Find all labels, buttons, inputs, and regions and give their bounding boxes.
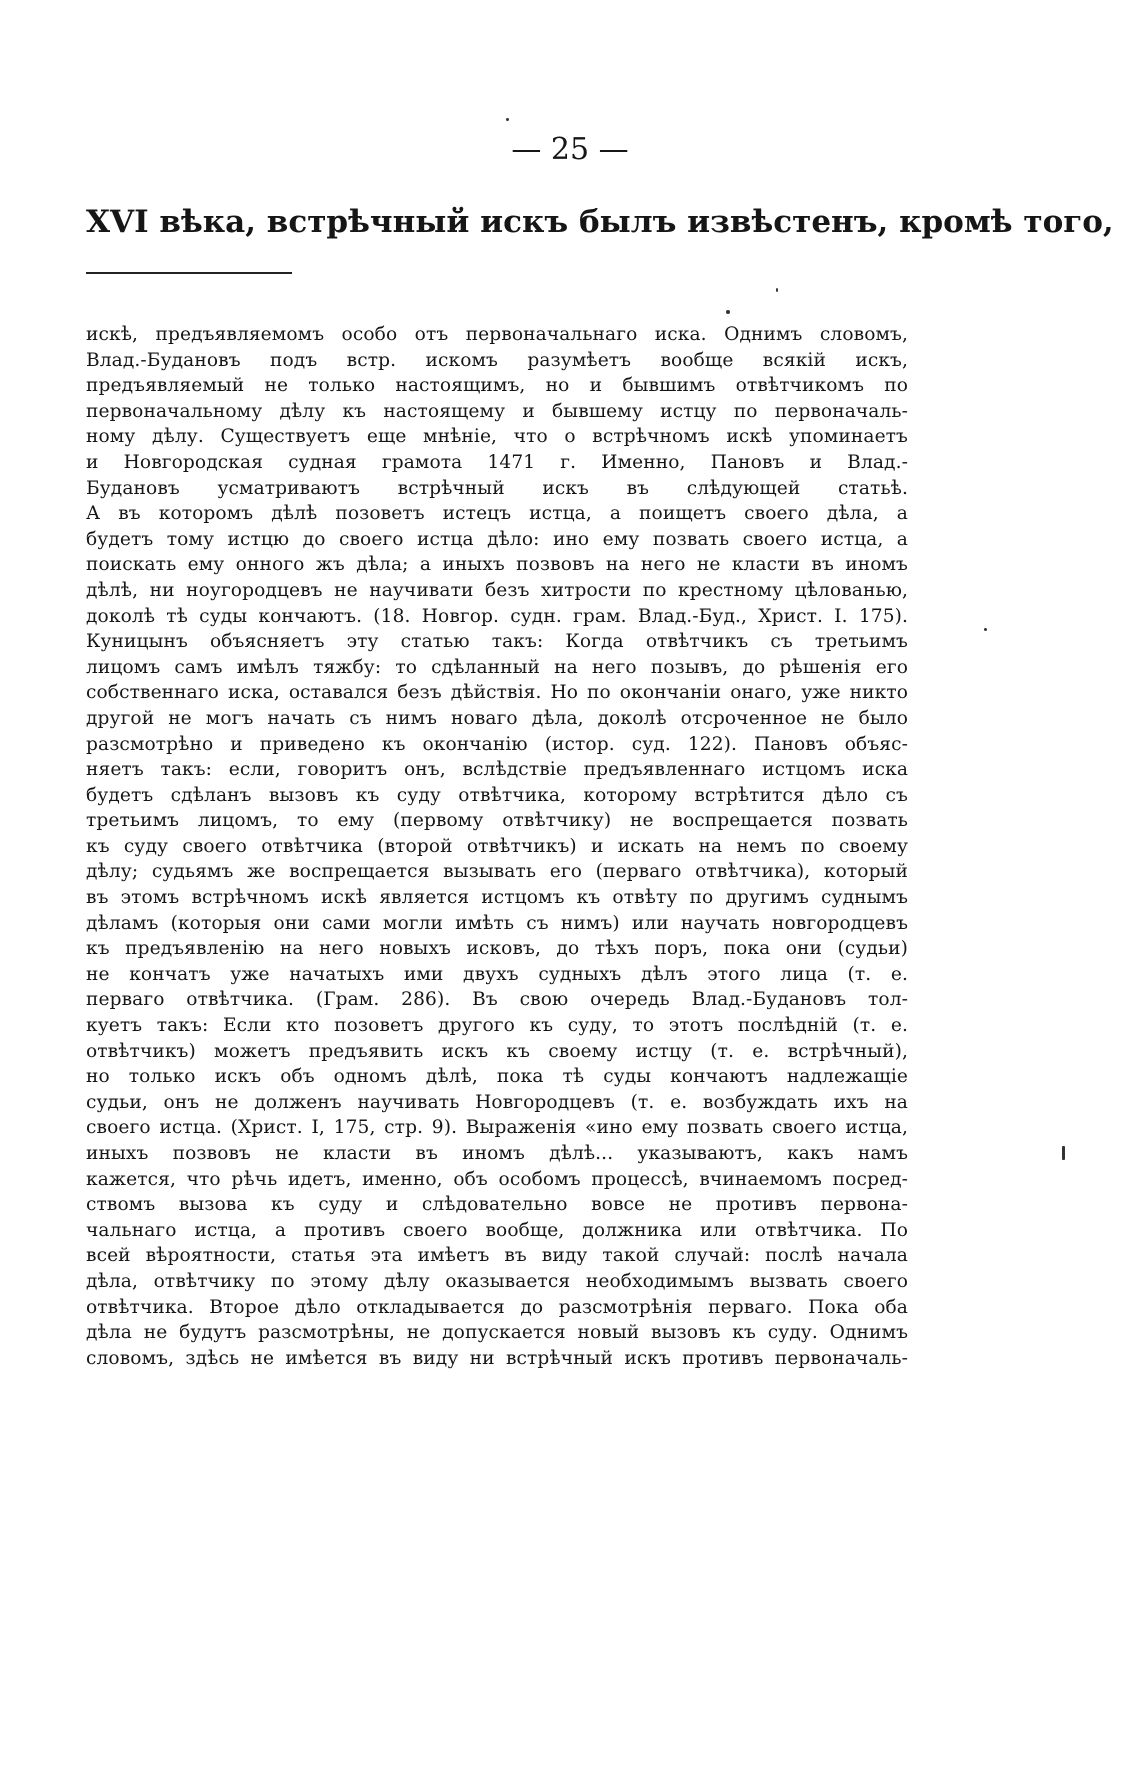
text-line: А въ которомъ дѣлѣ позоветъ истецъ истца, а поищетъ своего дѣла, а bbox=[86, 503, 908, 525]
text-line: судьи, онъ не долженъ научивать Новгородцевъ (т. е. возбуждать ихъ на bbox=[86, 1091, 908, 1113]
text-line: дѣла не будутъ разсмотрѣны, не допускается новый вызовъ къ суду. Однимъ bbox=[86, 1322, 908, 1344]
scan-speck bbox=[726, 310, 730, 314]
text-line: отвѣтчикъ) можетъ предъявить искъ къ своему истцу (т. е. встрѣчный), bbox=[86, 1040, 908, 1062]
text-line: своего истца. (Христ. I, 175, стр. 9). Выраженія «ино ему позвать своего истца, bbox=[86, 1117, 908, 1139]
text-line: не кончатъ уже начатыхъ ими двухъ судныхъ дѣлъ этого лица (т. е. bbox=[86, 963, 908, 985]
text-line: дѣламъ (которыя они сами могли имѣть съ нимъ) или научать новгородцевъ bbox=[86, 912, 908, 934]
scan-speck bbox=[1062, 1146, 1065, 1160]
text-line: дѣлу; судьямъ же воспрещается вызывать его (перваго отвѣтчика), который bbox=[86, 861, 908, 883]
text-line: доколѣ тѣ суды кончаютъ. (18. Новгор. судн. грам. Влад.-Буд., Христ. I. 175). bbox=[86, 605, 908, 627]
text-line: Куницынъ объясняетъ эту статью такъ: Когда отвѣтчикъ съ третьимъ bbox=[86, 631, 908, 653]
text-line: разсмотрѣно и приведено къ окончанію (истор. суд. 122). Пановъ объяс- bbox=[86, 733, 908, 755]
text-line: отвѣтчика. Второе дѣло откладывается до разсмотрѣнія перваго. Пока оба bbox=[86, 1296, 908, 1318]
text-line: Будановъ усматриваютъ встрѣчный искъ въ слѣдующей статьѣ. bbox=[86, 477, 908, 499]
text-line: предъявляемый не только настоящимъ, но и бывшимъ отвѣтчикомъ по bbox=[86, 375, 908, 397]
text-line: и Новгородская судная грамота 1471 г. Именно, Пановъ и Влад.- bbox=[86, 451, 908, 473]
text-line: искѣ, предъявляемомъ особо отъ первоначальнаго иска. Однимъ словомъ, bbox=[86, 324, 908, 345]
carryover-line: XVI вѣка, встрѣчный искъ былъ извѣстенъ, кромѣ того, bbox=[86, 204, 1114, 240]
text-line: но только искъ объ одномъ дѣлѣ, пока тѣ суды кончаютъ надлежащіе bbox=[86, 1066, 908, 1088]
text-line: перваго отвѣтчика. (Грам. 286). Въ свою очередь Влад.-Будановъ тол- bbox=[86, 989, 908, 1011]
footnote-rule bbox=[86, 272, 292, 274]
page-number: — 25 — bbox=[511, 132, 629, 167]
text-line: всей вѣроятности, статья эта имѣетъ въ виду такой случай: послѣ начала bbox=[86, 1245, 908, 1267]
text-line: къ суду своего отвѣтчика (второй отвѣтчикъ) и искать на немъ по своему bbox=[86, 835, 908, 857]
text-line: будетъ тому истцю до своего истца дѣло: ино ему позвать своего истца, а bbox=[86, 528, 908, 550]
text-line: другой не могъ начать съ нимъ новаго дѣла, доколѣ отсроченное не было bbox=[86, 707, 908, 729]
text-line: няетъ такъ: если, говоритъ онъ, вслѣдствіе предъявленнаго истцомъ иска bbox=[86, 759, 908, 781]
text-line: первоначальному дѣлу къ настоящему и бывшему истцу по первоначаль- bbox=[86, 400, 908, 422]
text-line: Влад.-Будановъ подъ встр. искомъ разумѣетъ вообще всякій искъ, bbox=[86, 349, 908, 371]
text-line: будетъ сдѣланъ вызовъ къ суду отвѣтчика, которому встрѣтится дѣло съ bbox=[86, 784, 908, 806]
text-line: кажется, что рѣчь идетъ, именно, объ особомъ процессѣ, вчинаемомъ посред- bbox=[86, 1168, 908, 1190]
text-line: дѣлѣ, ни ноугородцевъ не научивати безъ хитрости по крестному цѣлованью, bbox=[86, 579, 908, 601]
text-line: лицомъ самъ имѣлъ тяжбу: то сдѣланный на него позывъ, до рѣшенія его bbox=[86, 656, 908, 678]
text-line: собственнаго иска, оставался безъ дѣйствія. Но по окончаніи онаго, уже никто bbox=[86, 682, 908, 704]
text-line: въ этомъ встрѣчномъ искѣ является истцомъ къ отвѣту по другимъ суднымъ bbox=[86, 887, 908, 909]
scan-speck bbox=[984, 628, 987, 631]
text-line: ному дѣлу. Существуетъ еще мнѣніе, что о встрѣчномъ искѣ упоминаетъ bbox=[86, 426, 908, 448]
text-line: къ предъявленію на него новыхъ исковъ, до тѣхъ поръ, пока они (судьи) bbox=[86, 938, 908, 960]
text-line: ствомъ вызова къ суду и слѣдовательно вовсе не противъ первона- bbox=[86, 1194, 908, 1216]
footnote-text bbox=[86, 322, 908, 1371]
text-line: дѣла, отвѣтчику по этому дѣлу оказывается необходимымъ вызвать своего bbox=[86, 1270, 908, 1292]
text-line: поискать ему онного жъ дѣла; а иныхъ позвовъ на него не класти въ иномъ bbox=[86, 554, 908, 576]
scan-speck bbox=[776, 288, 778, 292]
text-line: словомъ, здѣсь не имѣется въ виду ни встрѣчный искъ противъ первоначаль- bbox=[86, 1347, 908, 1369]
text-line: третьимъ лицомъ, то ему (первому отвѣтчику) не воспрещается позвать bbox=[86, 810, 908, 832]
text-line: куетъ такъ: Если кто позоветъ другого къ суду, то этотъ послѣдній (т. е. bbox=[86, 1015, 908, 1037]
scan-speck bbox=[506, 118, 509, 121]
text-line: чальнаго истца, а противъ своего вообще, должника или отвѣтчика. По bbox=[86, 1219, 908, 1241]
text-line: иныхъ позвовъ не класти въ иномъ дѣлѣ... указываютъ, какъ намъ bbox=[86, 1143, 908, 1164]
